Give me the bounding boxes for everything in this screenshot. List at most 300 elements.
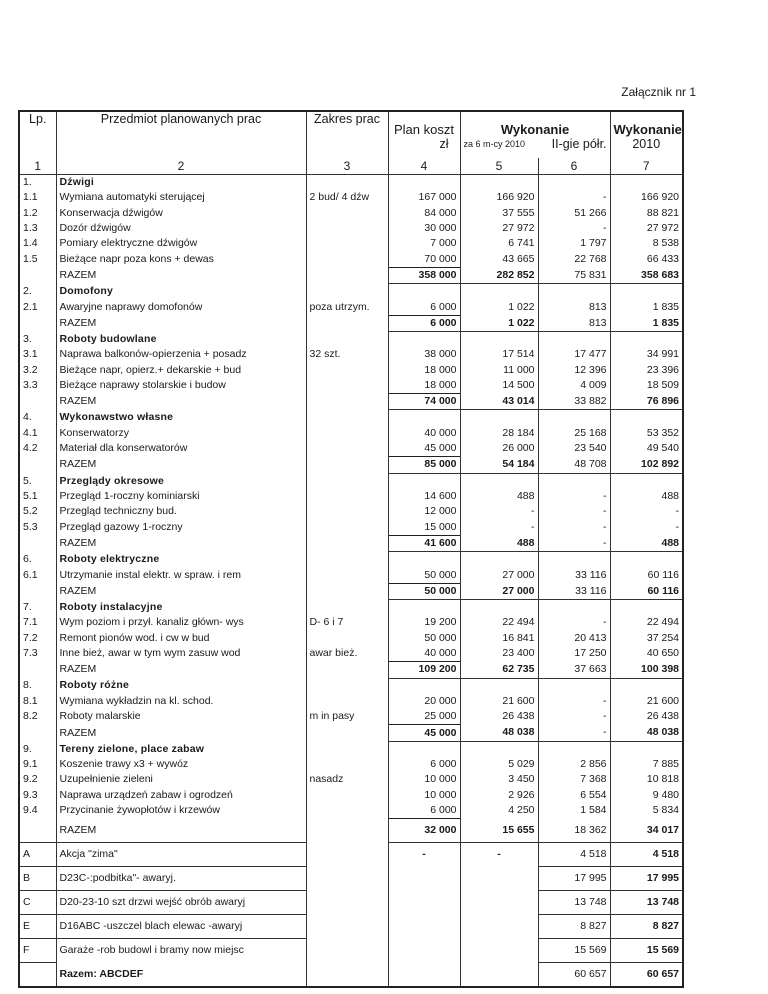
cell-lp: F xyxy=(19,939,56,963)
cell-plan: 40 000 xyxy=(388,646,460,662)
cell-exec-2010: 27 972 xyxy=(610,221,683,236)
cell-exec-6m: 62 735 xyxy=(460,662,538,678)
cell-description: RAZEM xyxy=(56,535,306,551)
cell-description: Inne bież, awar w tym wym zasuw wod xyxy=(56,646,306,662)
cell-lp: 7.2 xyxy=(19,631,56,646)
cell-plan: 41 600 xyxy=(388,535,460,551)
cell-exec-h2: 8 827 xyxy=(538,915,610,939)
table-row xyxy=(19,363,683,378)
work-plan-table xyxy=(18,110,684,988)
table-row xyxy=(19,378,683,394)
cell-lp xyxy=(19,457,56,473)
cell-exec-2010: 1 835 xyxy=(610,315,683,331)
cell-scope xyxy=(306,741,388,757)
cell-exec-6m: 14 500 xyxy=(460,378,538,394)
cell-description: Konserwatorzy xyxy=(56,426,306,441)
section-row xyxy=(19,284,683,300)
cell-exec-2010: 100 398 xyxy=(610,662,683,678)
cell-lp: 5.1 xyxy=(19,489,56,504)
cell-description: Wykonawstwo własne xyxy=(56,410,306,426)
table-row xyxy=(19,190,683,205)
cell-exec-2010: 7 885 xyxy=(610,757,683,772)
cell-exec-2010 xyxy=(610,331,683,347)
cell-exec-2010: 60 657 xyxy=(610,963,683,988)
cell-description: RAZEM xyxy=(56,819,306,843)
cell-lp: 1.5 xyxy=(19,251,56,267)
table-row xyxy=(19,803,683,819)
cell-exec-h2: - xyxy=(538,520,610,536)
cell-exec-h2: - xyxy=(538,694,610,709)
cell-plan: 50 000 xyxy=(388,631,460,646)
cell-exec-2010: 40 650 xyxy=(610,646,683,662)
total-row xyxy=(19,583,683,599)
cell-exec-6m xyxy=(460,867,538,891)
cell-plan: 70 000 xyxy=(388,251,460,267)
cell-scope xyxy=(306,819,388,843)
cell-exec-6m xyxy=(460,284,538,300)
cell-exec-2010: 60 116 xyxy=(610,583,683,599)
table-row xyxy=(19,788,683,803)
table-row xyxy=(19,251,683,267)
cell-exec-6m: - xyxy=(460,504,538,519)
cell-lp: 5.2 xyxy=(19,504,56,519)
cell-lp: 4.2 xyxy=(19,441,56,457)
table-row xyxy=(19,939,683,963)
cell-exec-6m xyxy=(460,915,538,939)
cell-scope: 2 bud/ 4 dźw xyxy=(306,190,388,205)
cell-exec-6m xyxy=(460,410,538,426)
cell-scope xyxy=(306,410,388,426)
cell-scope xyxy=(306,441,388,457)
cell-exec-h2 xyxy=(538,600,610,616)
cell-plan: 10 000 xyxy=(388,788,460,803)
cell-plan: 10 000 xyxy=(388,772,460,787)
cell-description: Roboty elektryczne xyxy=(56,552,306,568)
cell-exec-h2: - xyxy=(538,489,610,504)
cell-lp: 5.3 xyxy=(19,520,56,536)
cell-scope xyxy=(306,725,388,741)
cell-scope xyxy=(306,843,388,867)
cell-plan xyxy=(388,284,460,300)
cell-exec-h2: 25 168 xyxy=(538,426,610,441)
cell-description: Przegląd gazowy 1-roczny xyxy=(56,520,306,536)
table-row xyxy=(19,631,683,646)
cell-exec-2010: 1 835 xyxy=(610,299,683,315)
cell-exec-6m: 6 741 xyxy=(460,236,538,251)
cell-plan: 6 000 xyxy=(388,299,460,315)
cell-scope xyxy=(306,504,388,519)
cell-plan: 14 600 xyxy=(388,489,460,504)
cell-description: RAZEM xyxy=(56,394,306,410)
cell-exec-h2: - xyxy=(538,615,610,630)
cell-exec-h2 xyxy=(538,552,610,568)
cell-lp: A xyxy=(19,843,56,867)
cell-exec-2010: 9 480 xyxy=(610,788,683,803)
table-row xyxy=(19,441,683,457)
cell-exec-h2: 1 797 xyxy=(538,236,610,251)
cell-lp: 9.3 xyxy=(19,788,56,803)
cell-scope xyxy=(306,236,388,251)
cell-exec-h2: 18 362 xyxy=(538,819,610,843)
cell-lp: 7.1 xyxy=(19,615,56,630)
cell-exec-6m: - xyxy=(460,520,538,536)
cell-scope xyxy=(306,426,388,441)
cell-lp: 3.2 xyxy=(19,363,56,378)
cell-scope xyxy=(306,788,388,803)
cell-exec-h2: 7 368 xyxy=(538,772,610,787)
cell-description: Tereny zielone, place zabaw xyxy=(56,741,306,757)
cell-exec-2010: 10 818 xyxy=(610,772,683,787)
col-num-2: 2 xyxy=(56,158,306,175)
cell-description: RAZEM xyxy=(56,457,306,473)
header-scope: Zakres prac xyxy=(306,111,388,158)
cell-lp xyxy=(19,583,56,599)
cell-exec-6m: 26 438 xyxy=(460,709,538,725)
cell-exec-h2: 813 xyxy=(538,315,610,331)
cell-plan xyxy=(388,410,460,426)
cell-exec-h2: 17 995 xyxy=(538,867,610,891)
cell-exec-6m xyxy=(460,678,538,694)
cell-exec-h2: 2 856 xyxy=(538,757,610,772)
cell-exec-h2: 1 584 xyxy=(538,803,610,819)
cell-description: Wym poziom i przył. kanaliz główn- wys xyxy=(56,615,306,630)
cell-exec-h2: 33 116 xyxy=(538,567,610,583)
cell-exec-2010: 358 683 xyxy=(610,267,683,283)
cell-exec-6m: 21 600 xyxy=(460,694,538,709)
cell-exec-2010: 88 821 xyxy=(610,206,683,221)
cell-exec-2010 xyxy=(610,552,683,568)
cell-scope: m in pasy xyxy=(306,709,388,725)
cell-lp: 3. xyxy=(19,331,56,347)
cell-plan: 6 000 xyxy=(388,757,460,772)
cell-exec-h2: 4 518 xyxy=(538,843,610,867)
cell-exec-2010: 66 433 xyxy=(610,251,683,267)
cell-description: RAZEM xyxy=(56,315,306,331)
cell-description: Przycinanie żywopłotów i krzewów xyxy=(56,803,306,819)
cell-lp: 3.1 xyxy=(19,347,56,362)
cell-scope xyxy=(306,631,388,646)
cell-exec-2010 xyxy=(610,410,683,426)
cell-plan: 6 000 xyxy=(388,315,460,331)
cell-exec-6m xyxy=(460,741,538,757)
cell-exec-h2 xyxy=(538,410,610,426)
cell-exec-2010: 488 xyxy=(610,489,683,504)
cell-lp: 4.1 xyxy=(19,426,56,441)
cell-exec-2010 xyxy=(610,741,683,757)
cell-exec-6m xyxy=(460,473,538,489)
cell-exec-h2: 22 768 xyxy=(538,251,610,267)
cell-exec-6m: 43 665 xyxy=(460,251,538,267)
cell-exec-h2: - xyxy=(538,725,610,741)
table-row xyxy=(19,206,683,221)
col-num-5: 5 xyxy=(460,158,538,175)
cell-description: Awaryjne naprawy domofonów xyxy=(56,299,306,315)
cell-scope xyxy=(306,939,388,963)
col-num-3: 3 xyxy=(306,158,388,175)
col-num-4: 4 xyxy=(388,158,460,175)
header-wykonanie: Wykonanie za 6 m-cy 2010 II-gie półr. xyxy=(460,111,610,158)
cell-scope xyxy=(306,221,388,236)
cell-exec-h2: 33 116 xyxy=(538,583,610,599)
cell-exec-6m: 488 xyxy=(460,535,538,551)
cell-plan: 358 000 xyxy=(388,267,460,283)
cell-description: RAZEM xyxy=(56,583,306,599)
cell-description: Wymiana wykładzin na kl. schod. xyxy=(56,694,306,709)
cell-plan xyxy=(388,473,460,489)
total-row xyxy=(19,819,683,843)
cell-scope xyxy=(306,394,388,410)
cell-exec-2010 xyxy=(610,678,683,694)
cell-exec-6m: 16 841 xyxy=(460,631,538,646)
cell-exec-2010: 15 569 xyxy=(610,939,683,963)
cell-scope xyxy=(306,315,388,331)
cell-scope xyxy=(306,457,388,473)
cell-exec-h2: - xyxy=(538,190,610,205)
cell-lp: 9.2 xyxy=(19,772,56,787)
col-num-6: 6 xyxy=(538,158,610,175)
cell-description: Przegląd 1-roczny kominiarski xyxy=(56,489,306,504)
cell-lp xyxy=(19,535,56,551)
col-num-1: 1 xyxy=(19,158,56,175)
cell-description: Roboty różne xyxy=(56,678,306,694)
section-row xyxy=(19,473,683,489)
cell-exec-2010: - xyxy=(610,520,683,536)
cell-exec-h2: - xyxy=(538,504,610,519)
cell-exec-h2 xyxy=(538,678,610,694)
cell-exec-h2 xyxy=(538,175,610,191)
cell-exec-h2: 20 413 xyxy=(538,631,610,646)
cell-lp xyxy=(19,819,56,843)
cell-description: Akcja "zima" xyxy=(56,843,306,867)
cell-description: Uzupełnienie zieleni xyxy=(56,772,306,787)
cell-exec-6m: 23 400 xyxy=(460,646,538,662)
cell-plan: 25 000 xyxy=(388,709,460,725)
cell-exec-2010: 34 991 xyxy=(610,347,683,362)
cell-scope xyxy=(306,662,388,678)
cell-exec-h2: - xyxy=(538,535,610,551)
cell-exec-2010: 26 438 xyxy=(610,709,683,725)
table-row xyxy=(19,504,683,519)
cell-exec-2010: 60 116 xyxy=(610,567,683,583)
cell-exec-6m xyxy=(460,331,538,347)
cell-description: Bieżące napr poza kons + dewas xyxy=(56,251,306,267)
cell-lp: 1. xyxy=(19,175,56,191)
cell-description: Roboty instalacyjne xyxy=(56,600,306,616)
table-row xyxy=(19,299,683,315)
cell-plan xyxy=(388,915,460,939)
cell-lp: 2. xyxy=(19,284,56,300)
cell-exec-2010: 5 834 xyxy=(610,803,683,819)
cell-plan: 167 000 xyxy=(388,190,460,205)
cell-exec-h2: 4 009 xyxy=(538,378,610,394)
cell-scope xyxy=(306,678,388,694)
cell-description: Razem: ABCDEF xyxy=(56,963,306,988)
total-row xyxy=(19,963,683,988)
cell-exec-2010: 488 xyxy=(610,535,683,551)
cell-scope xyxy=(306,267,388,283)
section-row xyxy=(19,331,683,347)
cell-scope xyxy=(306,378,388,394)
cell-description: Wymiana automatyki sterującej xyxy=(56,190,306,205)
cell-description: Dozór dźwigów xyxy=(56,221,306,236)
cell-exec-6m: 37 555 xyxy=(460,206,538,221)
cell-exec-6m xyxy=(460,939,538,963)
cell-plan: 50 000 xyxy=(388,583,460,599)
cell-description: Bieżące napr, opierz.+ dekarskie + bud xyxy=(56,363,306,378)
cell-description: RAZEM xyxy=(56,725,306,741)
cell-exec-2010: 23 396 xyxy=(610,363,683,378)
cell-exec-2010: 34 017 xyxy=(610,819,683,843)
cell-plan: 7 000 xyxy=(388,236,460,251)
cell-scope xyxy=(306,583,388,599)
cell-lp: C xyxy=(19,891,56,915)
cell-scope xyxy=(306,803,388,819)
cell-exec-6m: 488 xyxy=(460,489,538,504)
table-row xyxy=(19,615,683,630)
cell-description: Roboty malarskie xyxy=(56,709,306,725)
cell-exec-2010: 49 540 xyxy=(610,441,683,457)
cell-lp xyxy=(19,725,56,741)
cell-lp: 7. xyxy=(19,600,56,616)
cell-lp: 1.4 xyxy=(19,236,56,251)
table-row xyxy=(19,709,683,725)
table-row xyxy=(19,489,683,504)
cell-lp: 7.3 xyxy=(19,646,56,662)
total-row xyxy=(19,725,683,741)
cell-exec-2010: 17 995 xyxy=(610,867,683,891)
cell-description: Naprawa balkonów-opierzenia + posadz xyxy=(56,347,306,362)
cell-exec-6m: 3 450 xyxy=(460,772,538,787)
cell-description: Materiał dla konserwatorów xyxy=(56,441,306,457)
cell-lp xyxy=(19,662,56,678)
cell-lp: 8.1 xyxy=(19,694,56,709)
cell-exec-2010: 48 038 xyxy=(610,725,683,741)
cell-exec-6m: 43 014 xyxy=(460,394,538,410)
cell-exec-6m: 22 494 xyxy=(460,615,538,630)
cell-plan xyxy=(388,678,460,694)
section-row xyxy=(19,175,683,191)
cell-lp: 2.1 xyxy=(19,299,56,315)
cell-exec-6m: 4 250 xyxy=(460,803,538,819)
table-row xyxy=(19,567,683,583)
cell-exec-2010: 22 494 xyxy=(610,615,683,630)
cell-exec-2010 xyxy=(610,175,683,191)
cell-plan: 18 000 xyxy=(388,363,460,378)
cell-description: Przegląd techniczny bud. xyxy=(56,504,306,519)
cell-plan: 84 000 xyxy=(388,206,460,221)
cell-lp xyxy=(19,315,56,331)
cell-exec-h2 xyxy=(538,473,610,489)
cell-exec-6m: 28 184 xyxy=(460,426,538,441)
table-row xyxy=(19,426,683,441)
table-row xyxy=(19,221,683,236)
cell-plan: 50 000 xyxy=(388,567,460,583)
total-row xyxy=(19,535,683,551)
table-row xyxy=(19,772,683,787)
table-row xyxy=(19,867,683,891)
cell-scope xyxy=(306,867,388,891)
header-lp: Lp. xyxy=(19,111,56,158)
total-row xyxy=(19,662,683,678)
section-row xyxy=(19,741,683,757)
cell-description: Pomiary elektryczne dźwigów xyxy=(56,236,306,251)
cell-exec-6m: 282 852 xyxy=(460,267,538,283)
cell-exec-2010: 53 352 xyxy=(610,426,683,441)
cell-lp: 9.4 xyxy=(19,803,56,819)
table-row xyxy=(19,646,683,662)
cell-plan: 40 000 xyxy=(388,426,460,441)
cell-exec-6m: 17 514 xyxy=(460,347,538,362)
cell-exec-6m xyxy=(460,891,538,915)
cell-exec-h2: 37 663 xyxy=(538,662,610,678)
cell-exec-6m: 26 000 xyxy=(460,441,538,457)
cell-exec-6m xyxy=(460,552,538,568)
cell-plan: 18 000 xyxy=(388,378,460,394)
cell-scope xyxy=(306,331,388,347)
annex-label: Załącznik nr 1 xyxy=(621,85,696,99)
cell-plan: - xyxy=(388,843,460,867)
section-row xyxy=(19,600,683,616)
cell-plan xyxy=(388,600,460,616)
cell-scope xyxy=(306,891,388,915)
cell-lp: 1.3 xyxy=(19,221,56,236)
cell-scope xyxy=(306,473,388,489)
cell-lp: 4. xyxy=(19,410,56,426)
cell-plan xyxy=(388,175,460,191)
cell-exec-h2: 60 657 xyxy=(538,963,610,988)
cell-exec-2010: 13 748 xyxy=(610,891,683,915)
cell-exec-h2: - xyxy=(538,221,610,236)
total-row xyxy=(19,457,683,473)
cell-description: RAZEM xyxy=(56,267,306,283)
total-row xyxy=(19,315,683,331)
cell-plan: 45 000 xyxy=(388,725,460,741)
cell-exec-h2: 813 xyxy=(538,299,610,315)
cell-exec-h2: 23 540 xyxy=(538,441,610,457)
cell-scope xyxy=(306,535,388,551)
section-row xyxy=(19,678,683,694)
cell-description: Utrzymanie instal elektr. w spraw. i rem xyxy=(56,567,306,583)
table-row xyxy=(19,891,683,915)
cell-exec-6m: 27 972 xyxy=(460,221,538,236)
cell-exec-2010: 166 920 xyxy=(610,190,683,205)
cell-exec-h2: 17 477 xyxy=(538,347,610,362)
cell-plan xyxy=(388,963,460,988)
cell-plan xyxy=(388,867,460,891)
cell-description: Naprawa urządzeń zabaw i ogrodzeń xyxy=(56,788,306,803)
cell-exec-2010: 8 827 xyxy=(610,915,683,939)
total-row xyxy=(19,267,683,283)
cell-exec-6m: 27 000 xyxy=(460,583,538,599)
cell-exec-h2: 6 554 xyxy=(538,788,610,803)
cell-scope: poza utrzym. xyxy=(306,299,388,315)
cell-scope xyxy=(306,284,388,300)
cell-plan: 12 000 xyxy=(388,504,460,519)
cell-lp: 3.3 xyxy=(19,378,56,394)
cell-scope xyxy=(306,489,388,504)
cell-scope xyxy=(306,567,388,583)
cell-description: Remont pionów wod. i cw w bud xyxy=(56,631,306,646)
cell-exec-2010: 76 896 xyxy=(610,394,683,410)
cell-lp: 1.2 xyxy=(19,206,56,221)
cell-exec-6m xyxy=(460,600,538,616)
column-number-row xyxy=(19,158,683,175)
cell-plan xyxy=(388,331,460,347)
cell-exec-2010: 8 538 xyxy=(610,236,683,251)
cell-exec-6m: 2 926 xyxy=(460,788,538,803)
cell-scope: awar bież. xyxy=(306,646,388,662)
cell-description: Konserwacja dźwigów xyxy=(56,206,306,221)
